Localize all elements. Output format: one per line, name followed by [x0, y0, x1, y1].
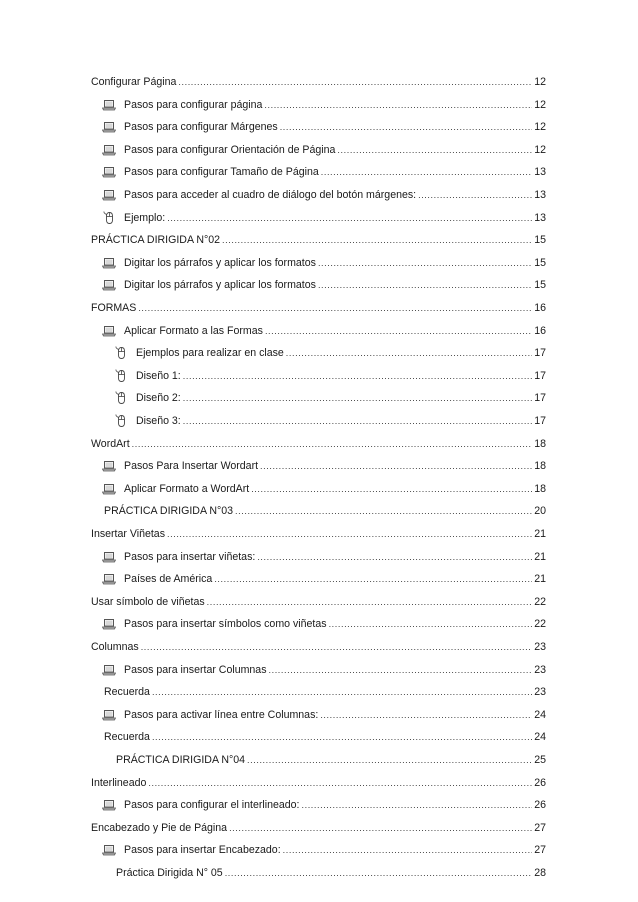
toc-page-number: 21 — [534, 550, 546, 563]
toc-entry-title: Diseño 2: — [136, 392, 181, 405]
dot-leader — [257, 547, 532, 567]
toc-entry-title: Pasos para configurar el interlineado: — [124, 799, 300, 812]
toc-entry-title: Pasos Para Insertar Wordart — [124, 460, 259, 473]
dot-leader — [214, 569, 532, 589]
toc-entry[interactable] — [114, 366, 546, 386]
dot-leader — [225, 863, 533, 883]
toc-entry[interactable] — [102, 117, 546, 137]
toc-entry[interactable] — [116, 750, 546, 770]
toc-entry[interactable] — [91, 773, 546, 793]
dot-leader — [152, 727, 532, 747]
dot-leader — [167, 208, 532, 228]
laptop-icon — [102, 460, 124, 472]
laptop-icon — [102, 279, 124, 291]
toc-page-number: 13 — [534, 166, 546, 179]
dot-leader — [251, 479, 532, 499]
toc-page-number: 16 — [534, 302, 546, 314]
dot-leader — [302, 795, 533, 815]
dot-leader — [132, 434, 533, 454]
toc-entry[interactable] — [104, 501, 546, 521]
dot-leader — [337, 140, 532, 160]
toc-entry[interactable] — [91, 637, 546, 657]
dot-leader — [183, 411, 532, 431]
dot-leader — [283, 840, 533, 860]
toc-page-number: 13 — [534, 189, 546, 201]
toc-entry-title: Pasos para configurar página — [124, 98, 263, 111]
laptop-icon — [102, 166, 124, 178]
toc-entry-title: PRÁCTICA DIRIGIDA N°03 — [104, 505, 234, 518]
toc-entry[interactable] — [114, 343, 546, 363]
dot-leader — [207, 592, 533, 612]
mouse-icon — [102, 211, 124, 225]
toc-entry-title: PRÁCTICA DIRIGIDA N°04 — [116, 754, 246, 766]
toc-entry[interactable] — [102, 547, 546, 567]
toc-entry-title: FORMAS — [91, 302, 137, 314]
laptop-icon — [102, 618, 124, 630]
toc-page-number: 15 — [534, 256, 546, 269]
laptop-icon — [102, 257, 124, 269]
laptop-icon — [102, 573, 124, 585]
toc-entry[interactable] — [102, 162, 546, 182]
toc-page-number: 27 — [534, 821, 546, 834]
toc-page-number: 13 — [534, 211, 546, 224]
toc-entry-title: Pasos para insertar viñetas: — [124, 550, 256, 563]
toc-page-number: 26 — [534, 799, 546, 812]
toc-entry-title: Práctica Dirigida N° 05 — [116, 867, 223, 879]
toc-entry[interactable] — [91, 818, 546, 838]
laptop-icon — [102, 325, 124, 337]
toc-page-number: 12 — [534, 76, 546, 88]
laptop-icon — [102, 99, 124, 111]
toc-page-number: 21 — [534, 573, 546, 586]
toc-entry[interactable] — [102, 569, 546, 589]
dot-leader — [320, 705, 532, 725]
toc-entry[interactable] — [104, 682, 546, 702]
dot-leader — [318, 275, 532, 295]
dot-leader — [183, 388, 532, 408]
dot-leader — [141, 637, 533, 657]
dot-leader — [247, 750, 532, 770]
toc-page-number: 12 — [534, 98, 546, 111]
toc-page-number: 12 — [534, 121, 546, 134]
toc-page-number: 22 — [534, 618, 546, 631]
toc-page-number: 23 — [534, 641, 546, 653]
toc-page-number: 17 — [534, 415, 546, 427]
toc-entry-title: WordArt — [91, 437, 130, 450]
dot-leader — [167, 524, 532, 544]
toc-entry[interactable] — [91, 298, 546, 318]
laptop-icon — [102, 189, 124, 201]
dot-leader — [148, 773, 532, 793]
toc-page-number: 23 — [534, 663, 546, 676]
toc-entry[interactable] — [91, 524, 546, 544]
laptop-icon — [102, 664, 124, 676]
toc-entry-title: Pasos para configurar Tamaño de Página — [124, 166, 319, 179]
toc-entry-title: Pasos para configurar Márgenes — [124, 121, 278, 134]
toc-entry-title: Digitar los párrafos y aplicar los formatos — [124, 256, 316, 269]
toc-entry[interactable] — [102, 140, 546, 160]
toc-entry-title: Países de América — [124, 573, 213, 586]
dot-leader — [264, 95, 532, 115]
toc-entry-title: Columnas — [91, 641, 139, 653]
dot-leader — [318, 253, 532, 273]
toc-entry[interactable] — [91, 72, 546, 92]
toc-entry[interactable] — [102, 795, 546, 815]
toc-entry-title: Ejemplo: — [124, 211, 166, 224]
toc-page-number: 22 — [534, 595, 546, 608]
dot-leader — [138, 298, 532, 318]
toc-entry[interactable] — [102, 705, 546, 725]
toc-page-number: 20 — [534, 505, 546, 518]
toc-entry-title: Configurar Página — [91, 76, 177, 88]
toc-entry-title: Diseño 3: — [136, 415, 181, 427]
toc-page-number: 24 — [534, 708, 546, 721]
toc-page-number: 26 — [534, 776, 546, 789]
mouse-icon — [114, 369, 136, 383]
laptop-icon — [102, 121, 124, 133]
dot-leader — [286, 343, 532, 363]
dot-leader — [152, 682, 532, 702]
toc-entry-title: Aplicar Formato a las Formas — [124, 324, 263, 337]
toc-entry-title: Recuerda — [104, 731, 150, 744]
toc-entry-title: Diseño 1: — [136, 369, 181, 382]
toc-entry-title: PRÁCTICA DIRIGIDA N°02 — [91, 234, 221, 247]
toc-page-number: 27 — [534, 844, 546, 857]
toc-page-number: 17 — [534, 392, 546, 405]
toc-entry[interactable] — [104, 727, 546, 747]
toc-entry[interactable] — [102, 479, 546, 499]
dot-leader — [329, 614, 533, 634]
toc-entry-title: Pasos para activar línea entre Columnas: — [124, 708, 319, 721]
dot-leader — [222, 230, 532, 250]
toc-entry[interactable] — [91, 434, 546, 454]
laptop-icon — [102, 844, 124, 856]
toc-page-number: 21 — [534, 528, 546, 540]
toc-page-number: 25 — [534, 754, 546, 766]
toc-entry-title: Recuerda — [104, 686, 150, 699]
toc-page-number: 18 — [534, 482, 546, 495]
toc-page-number: 15 — [534, 234, 546, 247]
toc-entry[interactable] — [91, 230, 546, 250]
toc-page-number: 18 — [534, 460, 546, 473]
toc-entry-title: Interlineado — [91, 776, 147, 789]
toc-entry-title: Pasos para acceder al cuadro de diálogo del botón márgenes: — [124, 189, 417, 201]
toc-entry-title: Ejemplos para realizar en clase — [136, 347, 284, 360]
toc-entry[interactable] — [114, 388, 546, 408]
toc-entry[interactable] — [114, 411, 546, 431]
dot-leader — [269, 660, 533, 680]
toc-entry[interactable] — [102, 253, 546, 273]
laptop-icon — [102, 709, 124, 721]
laptop-icon — [102, 483, 124, 495]
dot-leader — [418, 185, 532, 205]
toc-entry-title: Encabezado y Pie de Página — [91, 821, 228, 834]
toc-entry-title: Digitar los párrafos y aplicar los formatos — [124, 279, 316, 292]
toc-page-number: 17 — [534, 369, 546, 382]
toc-page-number: 15 — [534, 279, 546, 292]
toc-entry[interactable] — [102, 95, 546, 115]
toc-page-number: 16 — [534, 324, 546, 337]
mouse-icon — [114, 346, 136, 360]
toc-entry-title: Pasos para insertar símbolos como viñetas — [124, 618, 327, 631]
toc-entry[interactable] — [102, 321, 546, 341]
toc-page-number: 24 — [534, 731, 546, 744]
dot-leader — [265, 321, 532, 341]
toc-entry[interactable] — [102, 275, 546, 295]
toc-entry[interactable] — [116, 863, 546, 883]
dot-leader — [280, 117, 533, 137]
toc-entry-title: Pasos para configurar Orientación de Página — [124, 143, 336, 156]
toc-page-number: 28 — [534, 867, 546, 879]
toc-page-number: 17 — [534, 347, 546, 360]
toc-page-number: 12 — [534, 143, 546, 156]
toc-entry[interactable] — [102, 614, 546, 634]
toc-entry[interactable] — [91, 592, 546, 612]
dot-leader — [229, 818, 532, 838]
toc-entry-title: Usar símbolo de viñetas — [91, 595, 205, 608]
toc-entry[interactable] — [102, 840, 546, 860]
toc-entry[interactable] — [102, 208, 546, 228]
mouse-icon — [114, 414, 136, 428]
toc-entry-title: Pasos para insertar Columnas — [124, 663, 267, 676]
dot-leader — [321, 162, 532, 182]
toc-entry-title: Insertar Viñetas — [91, 528, 166, 540]
toc-page-number: 23 — [534, 686, 546, 699]
mouse-icon — [114, 391, 136, 405]
laptop-icon — [102, 144, 124, 156]
laptop-icon — [102, 799, 124, 811]
toc-entry-title: Pasos para insertar Encabezado: — [124, 844, 281, 857]
toc-entry[interactable] — [102, 456, 546, 476]
toc-page-number: 18 — [534, 437, 546, 450]
dot-leader — [183, 366, 532, 386]
toc-entry[interactable] — [102, 185, 546, 205]
laptop-icon — [102, 551, 124, 563]
toc-entry[interactable] — [102, 660, 546, 680]
toc-entry-title: Aplicar Formato a WordArt — [124, 482, 250, 495]
dot-leader — [178, 72, 532, 92]
dot-leader — [235, 501, 532, 521]
dot-leader — [260, 456, 532, 476]
